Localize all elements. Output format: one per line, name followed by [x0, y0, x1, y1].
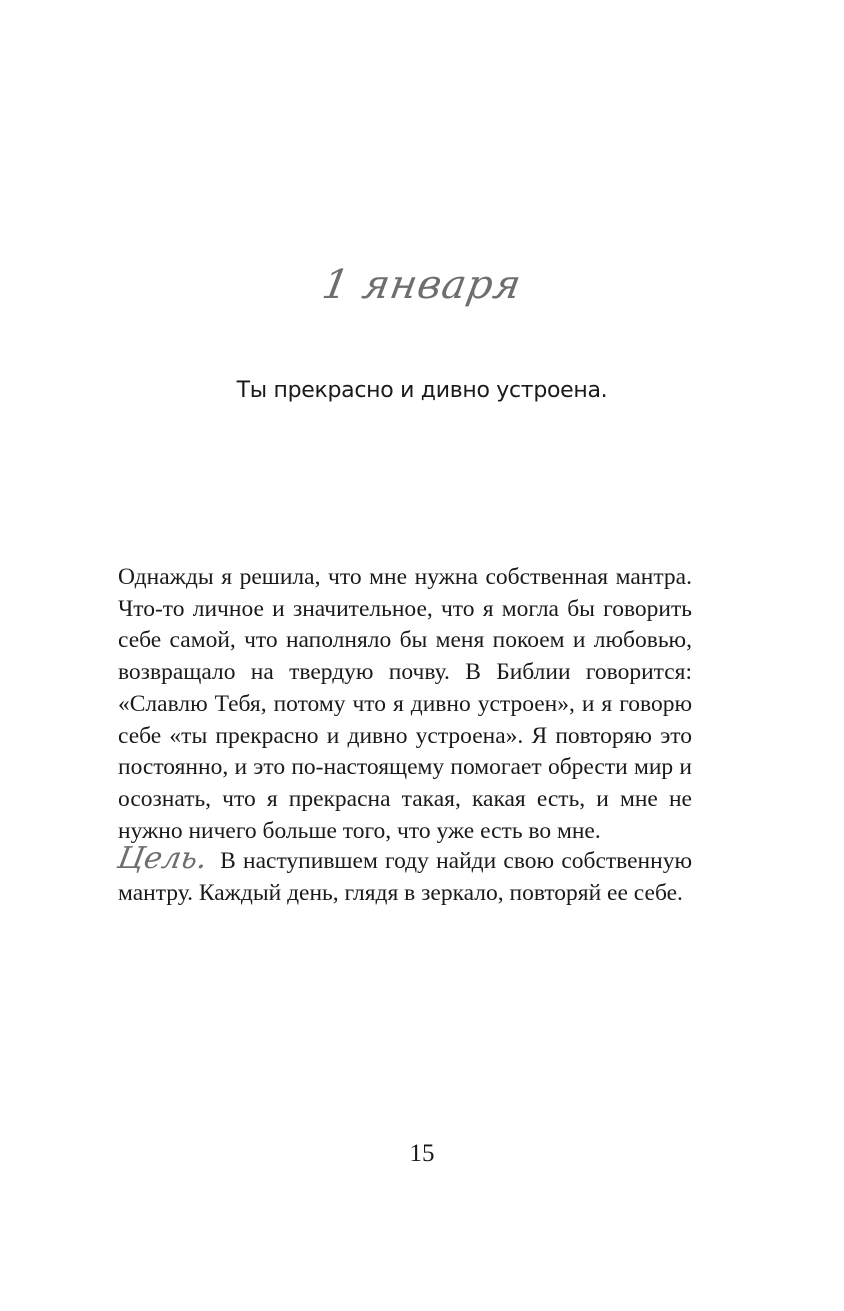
date-heading: 1 января [318, 262, 526, 308]
goal-label: Цель. [115, 841, 211, 876]
goal-text: В наступившем году найди свою собственную мантру. Каждый день, глядя в зеркало, повторяй ее себе. [118, 848, 693, 906]
entry-title: Ты прекрасно и дивно устроена. [236, 378, 608, 403]
body-paragraph: Однажды я решила, что мне нужна собственная мантра. Что-то личное и значительное, что я могла бы говорить себе самой, что наполняло бы меня покоем и любовью, возвращало на твердую почву. В Библии говорится: «Славлю Тебя, потому что я дивно устроен», и я говорю себе «ты прекрасно и дивно устроена». Я повторяю это постоянно, и это по-настоящему помогает обрести мир и осознать, что я прекрасна такая, какая есть, и мне не нужно ничего больше того, что уже есть во мне. [118, 564, 692, 844]
goal-paragraph [115, 841, 693, 909]
page-number: 15 [409, 1140, 435, 1167]
